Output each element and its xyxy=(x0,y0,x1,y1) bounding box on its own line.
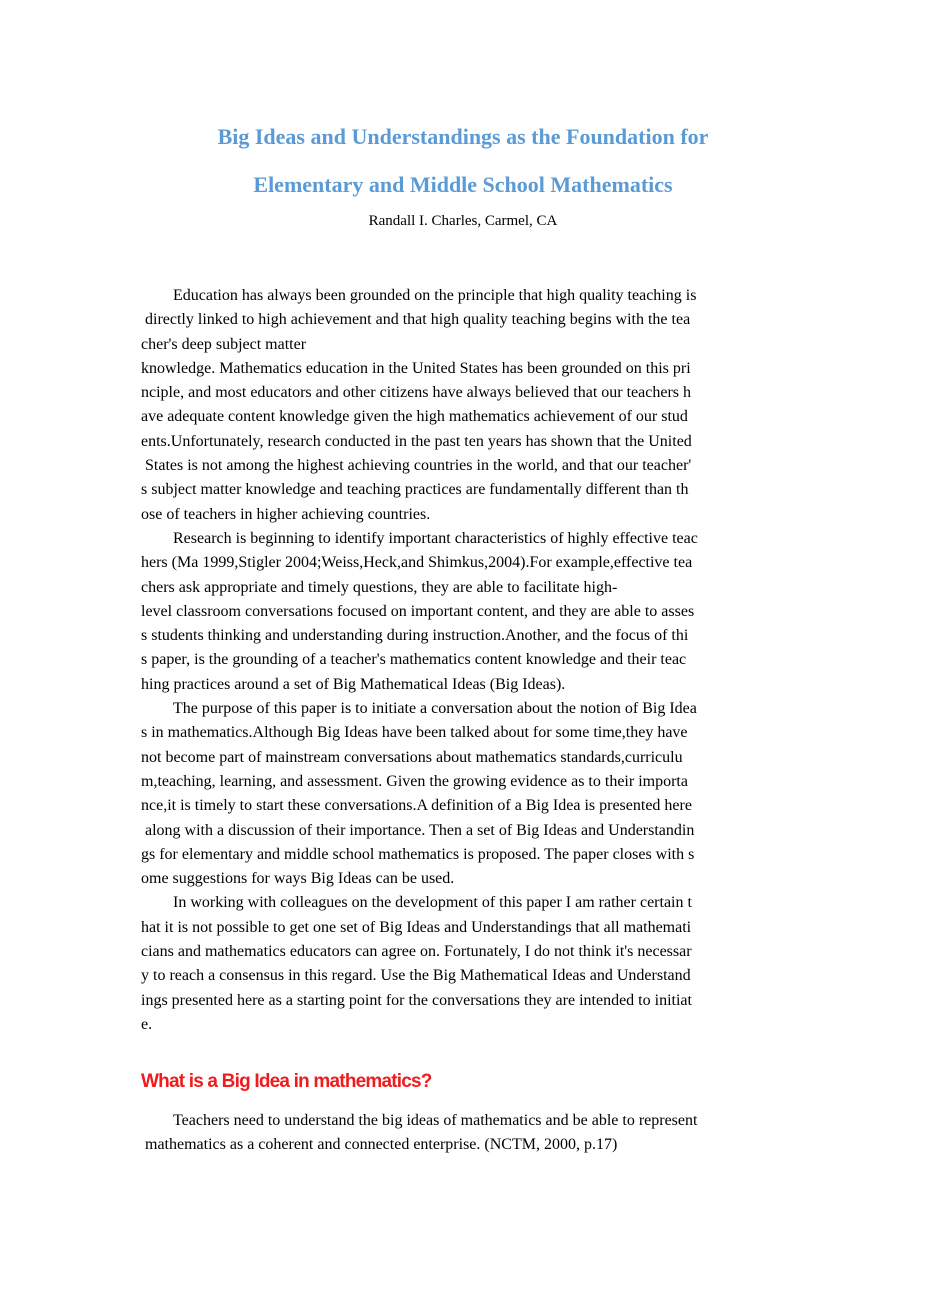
text-line: nce,it is timely to start these conversations.A definition of a Big Idea is presented here xyxy=(141,797,692,815)
text-line: m,teaching, learning, and assessment. Given the growing evidence as to their importa xyxy=(141,772,688,790)
text-line: s in mathematics.Although Big Ideas have been talked about for some time,they have xyxy=(141,724,688,742)
text-line: Teachers need to understand the big ideas of mathematics and be able to represent xyxy=(173,1112,698,1129)
text-line: hers (Ma 1999,Stigler 2004;Weiss,Heck,and Shimkus,2004).For example,effective tea xyxy=(141,554,693,572)
text-line: level classroom conversations focused on important content, and they are able to asses xyxy=(141,602,695,620)
text-line: not become part of mainstream conversations about mathematics standards,curriculu xyxy=(141,748,683,766)
text-line: e. xyxy=(141,1015,153,1033)
text-line: s paper, is the grounding of a teacher's mathematics content knowledge and their teac xyxy=(141,651,687,669)
intro-text xyxy=(141,284,789,1037)
text-line: y to reach a consensus in this regard. Use the Big Mathematical Ideas and Understand xyxy=(141,967,691,985)
author-line: Randall I. Charles, Carmel, CA xyxy=(368,213,558,229)
text-line: Research is beginning to identify important characteristics of highly effective teac xyxy=(173,529,698,547)
text-line: gs for elementary and middle school mathematics is proposed. The paper closes with s xyxy=(141,845,695,863)
text-line: ave adequate content knowledge given the high mathematics achievement of our stud xyxy=(141,408,688,426)
text-line: ome suggestions for ways Big Ideas can be used. xyxy=(141,870,455,888)
text-line: cians and mathematics educators can agree on. Fortunately, I do not think it's necessar xyxy=(141,943,692,961)
text-line: cher's deep subject matter xyxy=(141,335,307,353)
text-line: ents.Unfortunately, research conducted in the past ten years has shown that the United xyxy=(141,432,692,450)
section-text xyxy=(141,1109,789,1158)
text-line: along with a discussion of their importance. Then a set of Big Ideas and Understandin xyxy=(141,821,695,839)
text-line: s students thinking and understanding during instruction.Another, and the focus of thi xyxy=(141,627,689,645)
text-line: nciple, and most educators and other citizens have always believed that our teachers h xyxy=(141,384,692,402)
text-line: Education has always been grounded on the principle that high quality teaching is xyxy=(173,287,697,304)
text-line: hat it is not possible to get one set of Big Ideas and Understandings that all mathemati xyxy=(141,918,692,936)
title-line-1: Big Ideas and Understandings as the Foundation for xyxy=(217,124,709,149)
text-line: ings presented here as a starting point for the conversations they are intended to initiat xyxy=(141,991,692,1009)
title-line-2: Elementary and Middle School Mathematics xyxy=(253,172,673,197)
text-line: mathematics as a coherent and connected enterprise. (NCTM, 2000, p.17) xyxy=(141,1136,618,1154)
text-line: knowledge. Mathematics education in the United States has been grounded on this pri xyxy=(141,359,691,377)
text-line: chers ask appropriate and timely questions, they are able to facilitate high- xyxy=(141,578,618,596)
text-line: The purpose of this paper is to initiate a conversation about the notion of Big Idea xyxy=(173,700,697,718)
text-line: s subject matter knowledge and teaching practices are fundamentally different than th xyxy=(141,481,689,499)
text-line: ose of teachers in higher achieving countries. xyxy=(141,505,431,523)
text-line: hing practices around a set of Big Mathematical Ideas (Big Ideas). xyxy=(141,675,566,693)
text-line: States is not among the highest achieving countries in the world, and that our teacher' xyxy=(141,457,692,475)
section-heading: What is a Big Idea in mathematics? xyxy=(141,1071,432,1092)
text-line: In working with colleagues on the development of this paper I am rather certain t xyxy=(173,894,692,912)
text-line: directly linked to high achievement and that high quality teaching begins with the tea xyxy=(141,311,691,329)
